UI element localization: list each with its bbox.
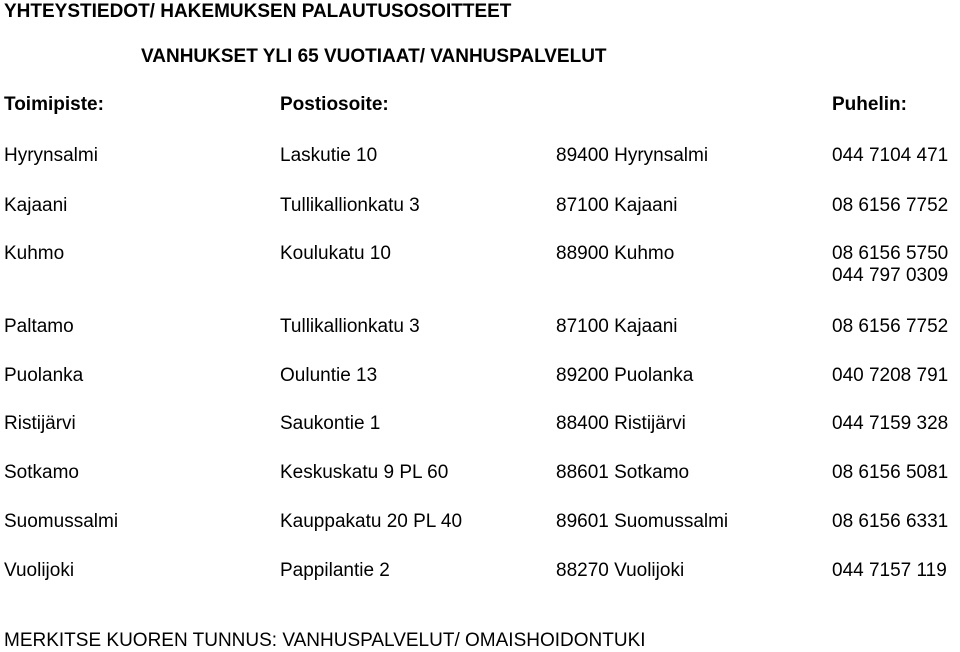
office-name: Sotkamo — [4, 462, 79, 483]
street-address: Koulukatu 10 — [280, 243, 391, 264]
postal-address: 88400 Ristijärvi — [556, 413, 686, 434]
table-row — [0, 243, 960, 289]
street-address: Tullikallionkatu 3 — [280, 195, 420, 216]
office-name: Suomussalmi — [4, 511, 119, 532]
header-phone: Puhelin: — [832, 94, 907, 115]
page-subtitle: VANHUKSET YLI 65 VUOTIAAT/ VANHUSPALVELUT — [141, 46, 607, 67]
office-name: Vuolijoki — [4, 560, 75, 581]
phone-number: 044 7104 471 — [832, 145, 949, 166]
table-row — [0, 145, 960, 167]
table-header — [0, 94, 960, 116]
street-address: Pappilantie 2 — [280, 560, 390, 581]
phone-number: 044 7157 119 — [832, 560, 947, 581]
postal-address: 87100 Kajaani — [556, 316, 678, 337]
phone-number-group — [832, 243, 948, 287]
phone-number: 08 6156 5750 — [832, 243, 949, 264]
table-row — [0, 316, 960, 338]
postal-address: 89400 Hyrynsalmi — [556, 145, 709, 166]
postal-address: 89200 Puolanka — [556, 365, 694, 386]
page-title: YHTEYSTIEDOT/ HAKEMUKSEN PALAUTUSOSOITTEET — [4, 1, 512, 22]
table-row — [0, 365, 960, 387]
street-address: Laskutie 10 — [280, 145, 378, 166]
table-row — [0, 560, 960, 582]
street-address: Tullikallionkatu 3 — [280, 316, 420, 337]
office-name: Kuhmo — [4, 243, 65, 264]
office-name: Paltamo — [4, 316, 74, 337]
phone-number: 08 6156 6331 — [832, 511, 949, 532]
phone-number: 08 6156 7752 — [832, 316, 949, 337]
postal-address: 88900 Kuhmo — [556, 243, 675, 264]
street-address: Kauppakatu 20 PL 40 — [280, 511, 463, 532]
phone-number-secondary: 044 797 0309 — [832, 265, 949, 286]
table-row — [0, 195, 960, 217]
postal-address: 88601 Sotkamo — [556, 462, 690, 483]
table-row — [0, 413, 960, 435]
office-name: Kajaani — [4, 195, 68, 216]
postal-address: 89601 Suomussalmi — [556, 511, 729, 532]
postal-address: 87100 Kajaani — [556, 195, 678, 216]
office-name: Puolanka — [4, 365, 84, 386]
phone-number: 040 7208 791 — [832, 365, 949, 386]
envelope-marking-note: MERKITSE KUOREN TUNNUS: VANHUSPALVELUT/ OMAISHOIDONTUKI — [4, 630, 646, 651]
street-address: Ouluntie 13 — [280, 365, 378, 386]
phone-number: 044 7159 328 — [832, 413, 949, 434]
street-address: Saukontie 1 — [280, 413, 381, 434]
header-address: Postiosoite: — [280, 94, 389, 115]
office-name: Ristijärvi — [4, 413, 76, 434]
street-address: Keskuskatu 9 PL 60 — [280, 462, 449, 483]
phone-number: 08 6156 7752 — [832, 195, 949, 216]
phone-number: 08 6156 5081 — [832, 462, 949, 483]
table-row — [0, 462, 960, 484]
header-office: Toimipiste: — [4, 94, 104, 115]
postal-address: 88270 Vuolijoki — [556, 560, 685, 581]
office-name: Hyrynsalmi — [4, 145, 98, 166]
table-row — [0, 511, 960, 533]
